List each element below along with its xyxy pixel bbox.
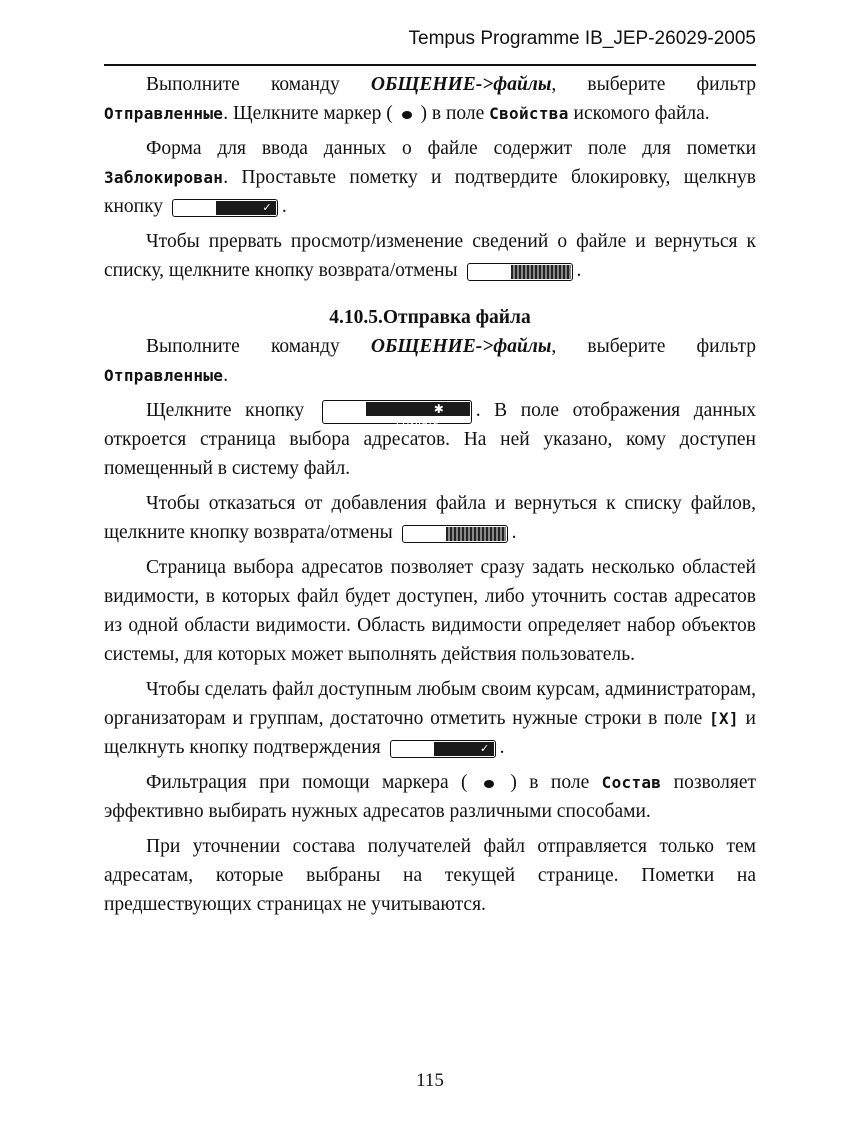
marker-icon [402,111,412,119]
back-icon [511,265,571,279]
field-name: Свойства [489,104,569,123]
paragraph-6: Чтобы отказаться от добавления файла и вернуться к списку файлов, щелкните кнопку возврата/отмены . [104,493,756,543]
paragraph-4: Выполните команду ОБЩЕНИЕ->файлы, выберите фильтр Отправленные. [104,336,756,386]
paragraph-9: Фильтрация при помощи маркера ( ) в поле Состав позволяет эффективно выбирать нужных адресатов различными способами. [104,772,756,822]
confirm-button-image [390,740,496,758]
paragraph-8: Чтобы сделать файл доступным любым своим курсам, администраторам, организаторам и группам, достаточно отметить нужные строки в поле [X] и щелкнуть кнопку подтверждения ✓ . [104,679,756,758]
paragraph-5: Щелкните кнопку ✱ создать. В поле отображения данных откроется страница выбора адресатов. На ней указано, кому доступен помещенный в систему файл. [104,400,756,479]
checkmark-icon: ✓ [434,742,494,756]
paragraph-3: Чтобы прервать просмотр/изменение сведений о файле и вернуться к списку, щелкните кнопку возврата/отмены . [104,231,756,281]
menu-command: ОБЩЕНИЕ->файлы [370,74,552,95]
section-heading: 4.10.5.Отправка файла [329,307,531,328]
field-name: [X] [709,709,739,728]
back-cancel-button-image [402,525,508,543]
back-icon [446,527,506,541]
filter-name: Отправленные [104,104,224,123]
running-header: Tempus Programme IB_JEP-26029-2005 [408,28,756,49]
header-rule [104,64,756,66]
menu-command: ОБЩЕНИЕ->файлы [370,336,552,357]
paragraph-2: Форма для ввода данных о файле содержит поле для пометки Заблокирован. Проставьте пометку и подтвердите блокировку, щелкнув кнопку ✓ . [104,138,756,217]
page-number: 115 [416,1070,444,1091]
field-name: Состав [601,773,662,792]
back-cancel-button-image [467,263,573,281]
paragraph-1: Выполните команду ОБЩЕНИЕ->файлы, выберите фильтр Отправленные. Щелкните маркер ( ) в поле Свойства искомого файла. [104,74,756,124]
confirm-button-image [172,199,278,217]
marker-icon [484,780,494,788]
create-button-image [322,400,472,430]
paragraph-7: Страница выбора адресатов позволяет сразу задать несколько областей видимости, в которых файл будет доступен, либо уточнить состав адресатов из одной области видимости. Область видимости определяет набор объектов системы, для которых может выполнять действия пользователь. [104,557,756,665]
field-name: Заблокирован [104,168,224,187]
page-body [104,70,756,925]
create-button-label: ✱ создать [366,402,470,416]
filter-name: Отправленные [104,366,224,385]
paragraph-10: При уточнении состава получателей файл отправляется только тем адресатам, которые выбраны на текущей странице. Пометки на предшествующих страницах не учитываются. [104,836,756,915]
checkmark-icon: ✓ [216,201,276,215]
